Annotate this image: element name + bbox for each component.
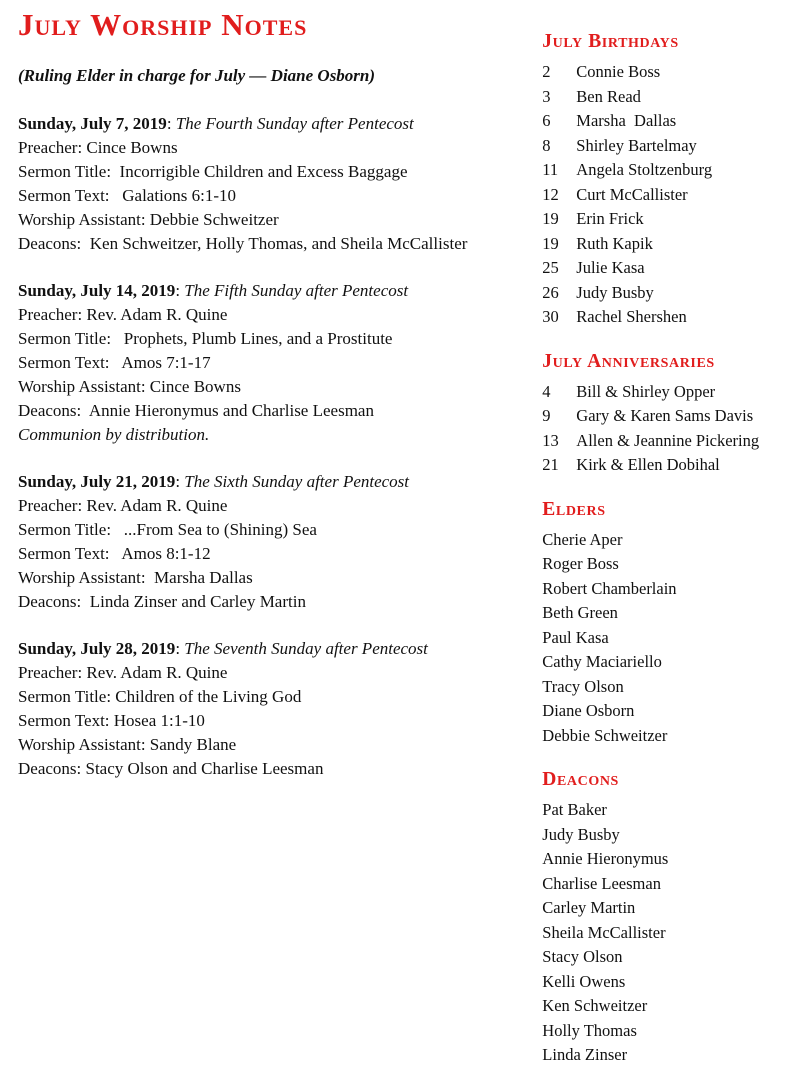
birthday-day: 3 [542, 86, 551, 106]
birthday-row [542, 207, 786, 232]
worship-assistant-line: Worship Assistant: Debbie Schweitzer [18, 210, 279, 230]
worship-notes-column [18, 6, 530, 1088]
service-date: Sunday, July 21, 2019 [18, 472, 176, 492]
service-block-july-7 [18, 112, 530, 256]
separator: : [175, 639, 185, 659]
anniversary-name: Allen & Jeannine Pickering [576, 430, 760, 450]
sermon-text-line: Sermon Text: Amos 7:1-17 [18, 353, 211, 373]
service-header [18, 112, 530, 136]
anniversary-name: Kirk & Ellen Dobihal [576, 455, 720, 474]
birthday-day: 30 [542, 307, 559, 326]
service-header [18, 637, 530, 661]
deacons-line: Deacons: Annie Hieronymus and Charlise Leesman [18, 401, 374, 421]
deacon-name: Annie Hieronymus [542, 849, 669, 868]
birthday-name: Angela Stoltzenburg [576, 160, 713, 179]
birthday-day: 25 [542, 258, 559, 277]
birthday-name: Shirley Bartelmay [576, 135, 697, 155]
elder-name: Cherie Aper [542, 529, 623, 549]
birthdays-heading: July Birthdays [542, 31, 679, 52]
sidebar-column [542, 6, 786, 1088]
preacher-line: Preacher: Cince Bowns [18, 138, 178, 158]
service-block-july-14 [18, 279, 530, 447]
birthday-day: 19 [542, 233, 559, 253]
page-title: July Worship Notes [18, 7, 308, 42]
birthday-name: Judy Busby [576, 282, 654, 302]
service-occasion: The Sixth Sunday after Pentecost [184, 472, 410, 492]
separator: : [175, 281, 185, 301]
birthday-day: 12 [542, 184, 559, 204]
anniversary-row [542, 380, 786, 405]
deacon-name: Ken Schweitzer [542, 996, 648, 1015]
birthday-day: 11 [542, 160, 559, 179]
worship-assistant-line: Worship Assistant: Marsha Dallas [18, 568, 253, 588]
birthday-row [542, 134, 786, 159]
service-date: Sunday, July 28, 2019 [18, 639, 176, 659]
birthday-day: 26 [542, 282, 559, 302]
birthday-day: 8 [542, 135, 551, 155]
service-occasion: The Fifth Sunday after Pentecost [184, 281, 409, 301]
deacon-name: Judy Busby [542, 824, 620, 844]
elder-name: Diane Osborn [542, 701, 635, 720]
service-date: Sunday, July 14, 2019 [18, 281, 176, 301]
deacons-line: Deacons: Stacy Olson and Charlise Leesman [18, 759, 324, 779]
separator: : [175, 472, 185, 492]
birthday-row [542, 183, 786, 208]
birthday-name: Marsha Dallas [576, 111, 677, 130]
birthday-name: Julie Kasa [576, 258, 645, 277]
anniversaries-heading: July Anniversaries [542, 350, 715, 372]
service-occasion: The Seventh Sunday after Pentecost [184, 639, 428, 659]
birthday-name: Rachel Shershen [576, 307, 687, 326]
sermon-text-line: Sermon Text: Amos 8:1-12 [18, 544, 211, 564]
deacon-name: Sheila McCallister [542, 922, 666, 942]
elder-name: Cathy Maciariello [542, 652, 662, 671]
service-header [18, 470, 530, 494]
elder-name: Paul Kasa [542, 627, 609, 647]
deacons-section [542, 768, 786, 1068]
deacon-name: Kelli Owens [542, 971, 626, 991]
birthday-row [542, 232, 786, 257]
sermon-text-line: Sermon Text: Galations 6:1-10 [18, 186, 237, 206]
birthday-row [542, 60, 786, 85]
birthday-row [542, 281, 786, 306]
deacon-name: Holly Thomas [542, 1020, 637, 1040]
service-header [18, 279, 530, 303]
birthday-name: Ben Read [576, 86, 641, 106]
birthday-name: Ruth Kapik [576, 233, 653, 253]
birthday-row [542, 158, 786, 183]
deacon-name: Stacy Olson [542, 947, 623, 966]
birthday-row [542, 109, 786, 134]
anniversary-day: 13 [542, 430, 559, 450]
worship-assistant-line: Worship Assistant: Sandy Blane [18, 735, 237, 755]
anniversary-row [542, 404, 786, 429]
birthday-day: 19 [542, 209, 559, 228]
anniversary-day: 9 [542, 406, 551, 425]
anniversary-row [542, 429, 786, 454]
service-occasion: The Fourth Sunday after Pentecost [175, 114, 414, 134]
anniversaries-section [542, 350, 786, 478]
birthday-row [542, 256, 786, 281]
ruling-elder-note: (Ruling Elder in charge for July — Diane Osborn) [18, 66, 376, 86]
communion-note: Communion by distribution. [18, 425, 210, 445]
deacon-name: Pat Baker [542, 800, 607, 819]
preacher-line: Preacher: Rev. Adam R. Quine [18, 663, 228, 683]
elder-name: Debbie Schweitzer [542, 725, 668, 745]
sermon-title-line: Sermon Title: Incorrigible Children and Excess Baggage [18, 162, 408, 182]
service-date: Sunday, July 7, 2019 [18, 114, 167, 134]
birthday-name: Curt McCallister [576, 184, 688, 204]
elder-name: Tracy Olson [542, 676, 624, 696]
elder-name: Roger Boss [542, 554, 619, 573]
deacons-line: Deacons: Ken Schweitzer, Holly Thomas, and Sheila McCallister [18, 234, 468, 254]
preacher-line: Preacher: Rev. Adam R. Quine [18, 496, 228, 516]
deacon-name: Carley Martin [542, 898, 636, 917]
service-block-july-28 [18, 637, 530, 781]
anniversary-name: Gary & Karen Sams Davis [576, 406, 754, 425]
anniversary-day: 21 [542, 455, 559, 474]
deacon-name: Linda Zinser [542, 1045, 628, 1064]
birthday-day: 2 [542, 62, 551, 81]
birthday-day: 6 [542, 111, 551, 130]
deacons-line: Deacons: Linda Zinser and Carley Martin [18, 592, 306, 612]
elder-name: Beth Green [542, 603, 618, 622]
sermon-title-line: Sermon Title: Prophets, Plumb Lines, and a Prostitute [18, 329, 393, 349]
birthday-name: Connie Boss [576, 62, 661, 81]
birthday-row [542, 85, 786, 110]
service-block-july-21 [18, 470, 530, 614]
elder-name: Robert Chamberlain [542, 578, 677, 598]
anniversary-row [542, 453, 786, 478]
sermon-title-line: Sermon Title: ...From Sea to (Shining) Sea [18, 520, 317, 540]
sermon-title-line: Sermon Title: Children of the Living God [18, 687, 302, 707]
sermon-text-line: Sermon Text: Hosea 1:1-10 [18, 711, 205, 731]
birthday-name: Erin Frick [576, 209, 644, 228]
birthday-row [542, 305, 786, 330]
worship-assistant-line: Worship Assistant: Cince Bowns [18, 377, 241, 397]
elders-heading: Elders [542, 498, 606, 520]
separator: : [166, 114, 176, 134]
anniversary-day: 4 [542, 381, 551, 401]
deacons-heading: Deacons [542, 769, 619, 790]
elders-section [542, 498, 786, 749]
deacon-name: Charlise Leesman [542, 873, 661, 893]
anniversary-name: Bill & Shirley Opper [576, 381, 716, 401]
birthdays-section [542, 30, 786, 330]
preacher-line: Preacher: Rev. Adam R. Quine [18, 305, 228, 325]
